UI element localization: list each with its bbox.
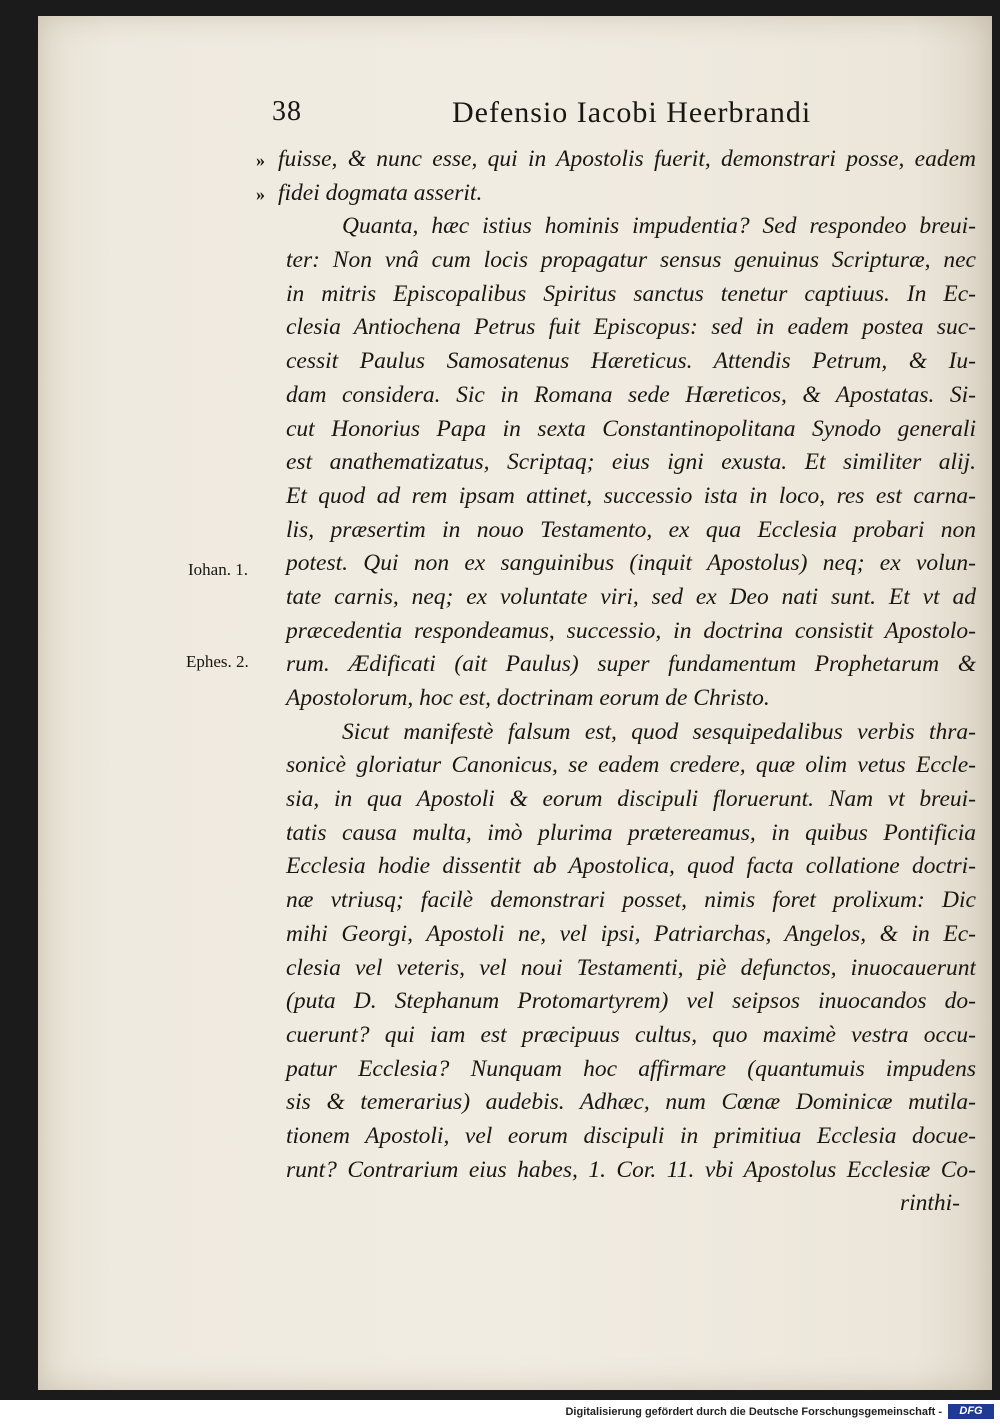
body-text (256, 143, 976, 1221)
text-line: sonicè gloriatur Canonicus, se eadem credere, quæ olim vetus Eccle- (286, 752, 976, 779)
text-line: Ecclesia hodie dissentit ab Apostolica, quod facta collatione doctri- (286, 853, 976, 880)
quote-mark: » (256, 184, 265, 204)
margin-note-ephes: Ephes. 2. (186, 652, 249, 671)
text-line: sis & temerarius) audebis. Adhæc, num Cœnæ Dominicæ mutila- (286, 1089, 976, 1116)
text-line: præcedentia respondeamus, successio, in doctrina consistit Apostolo- (286, 617, 976, 644)
text-line: Apostolorum, hoc est, doctrinam eorum de Christo. (286, 685, 770, 711)
text-line: est anathematizatus, Scriptaq; eius igni exusta. Et similiter alij. (286, 449, 976, 476)
text-line: Sicut manifestè falsum est, quod sesquipedalibus verbis thra- (342, 718, 976, 745)
text-line: mihi Georgi, Apostoli ne, vel ipsi, Patriarchas, Angelos, & in Ec- (286, 920, 976, 947)
text-line: ter: Non vnâ cum locis propagatur sensus genuinus Scripturæ, nec (286, 247, 976, 274)
text-line: tionem Apostoli, vel eorum discipuli in primitiua Ecclesia docue- (286, 1122, 976, 1149)
dfg-logo-icon: DFG (948, 1404, 994, 1419)
text-line: lis, præsertim in nouo Testamento, ex qua Ecclesia probari non (286, 516, 976, 543)
footer-bar (0, 1400, 1000, 1425)
text-line: (puta D. Stephanum Protomartyrem) vel seipsos inuocandos do- (286, 988, 976, 1015)
text-line: in mitris Episcopalibus Spiritus sanctus tenetur captiuus. In Ec- (286, 280, 976, 307)
quote-mark: » (256, 150, 265, 170)
text-line: cut Honorius Papa in sexta Constantinopolitana Synodo generali (286, 415, 976, 442)
running-title: Defensio Iacobi Heerbrandi (452, 96, 812, 129)
text-line: runt? Contrarium eius habes, 1. Cor. 11. vbi Apostolus Ecclesiæ Co- (286, 1156, 976, 1183)
text-line: clesia vel veteris, vel noui Testamenti, piè defunctos, inuocauerunt (286, 954, 976, 981)
text-line: Quanta, hæc istius hominis impudentia? Sed respondeo breui- (342, 213, 976, 240)
text-line: clesia Antiochena Petrus fuit Episcopus: sed in eadem postea suc- (286, 314, 976, 341)
text-line: rum. Ædificati (ait Paulus) super fundamentum Prophetarum & (286, 651, 976, 678)
catchword: rinthi- (899, 1190, 960, 1217)
text-line: fidei dogmata asserit. (278, 179, 483, 206)
text-line: Et quod ad rem ipsam attinet, successio ista in loco, res est carna- (286, 482, 976, 509)
text-line: tatis causa multa, imò plurima prætereamus, in quibus Pontificia (286, 819, 976, 846)
page-header (272, 96, 812, 136)
text-line: potest. Qui non ex sanguinibus (inquit Apostolus) neq; ex volun- (286, 550, 976, 577)
page-number: 38 (272, 96, 302, 127)
text-line: tate carnis, neq; ex voluntate viri, sed ex Deo nati sunt. Et vt ad (286, 583, 976, 610)
text-line: fuisse, & nunc esse, qui in Apostolis fuerit, demonstrari posse, eadem (278, 146, 976, 172)
text-line: næ vtriusq; facilè demonstrari posset, nimis foret prolixum: Dic (286, 887, 976, 914)
text-line: dam considera. Sic in Romana sede Hæreticos, & Apostatas. Si- (286, 381, 976, 408)
text-line: cuerunt? qui iam est præcipuus cultus, quo maximè vestra occu- (286, 1021, 976, 1048)
text-line: cessit Paulus Samosatenus Hæreticus. Attendis Petrum, & Iu- (286, 348, 976, 375)
margin-note-iohan: Iohan. 1. (188, 560, 248, 579)
text-line: sia, in qua Apostoli & eorum discipuli floruerunt. Nam vt breui- (286, 786, 976, 813)
funding-notice: Digitalisierung gefördert durch die Deutsche Forschungsgemeinschaft - (565, 1406, 942, 1418)
text-line: patur Ecclesia? Nunquam hoc affirmare (quantumuis impudens (286, 1055, 976, 1082)
